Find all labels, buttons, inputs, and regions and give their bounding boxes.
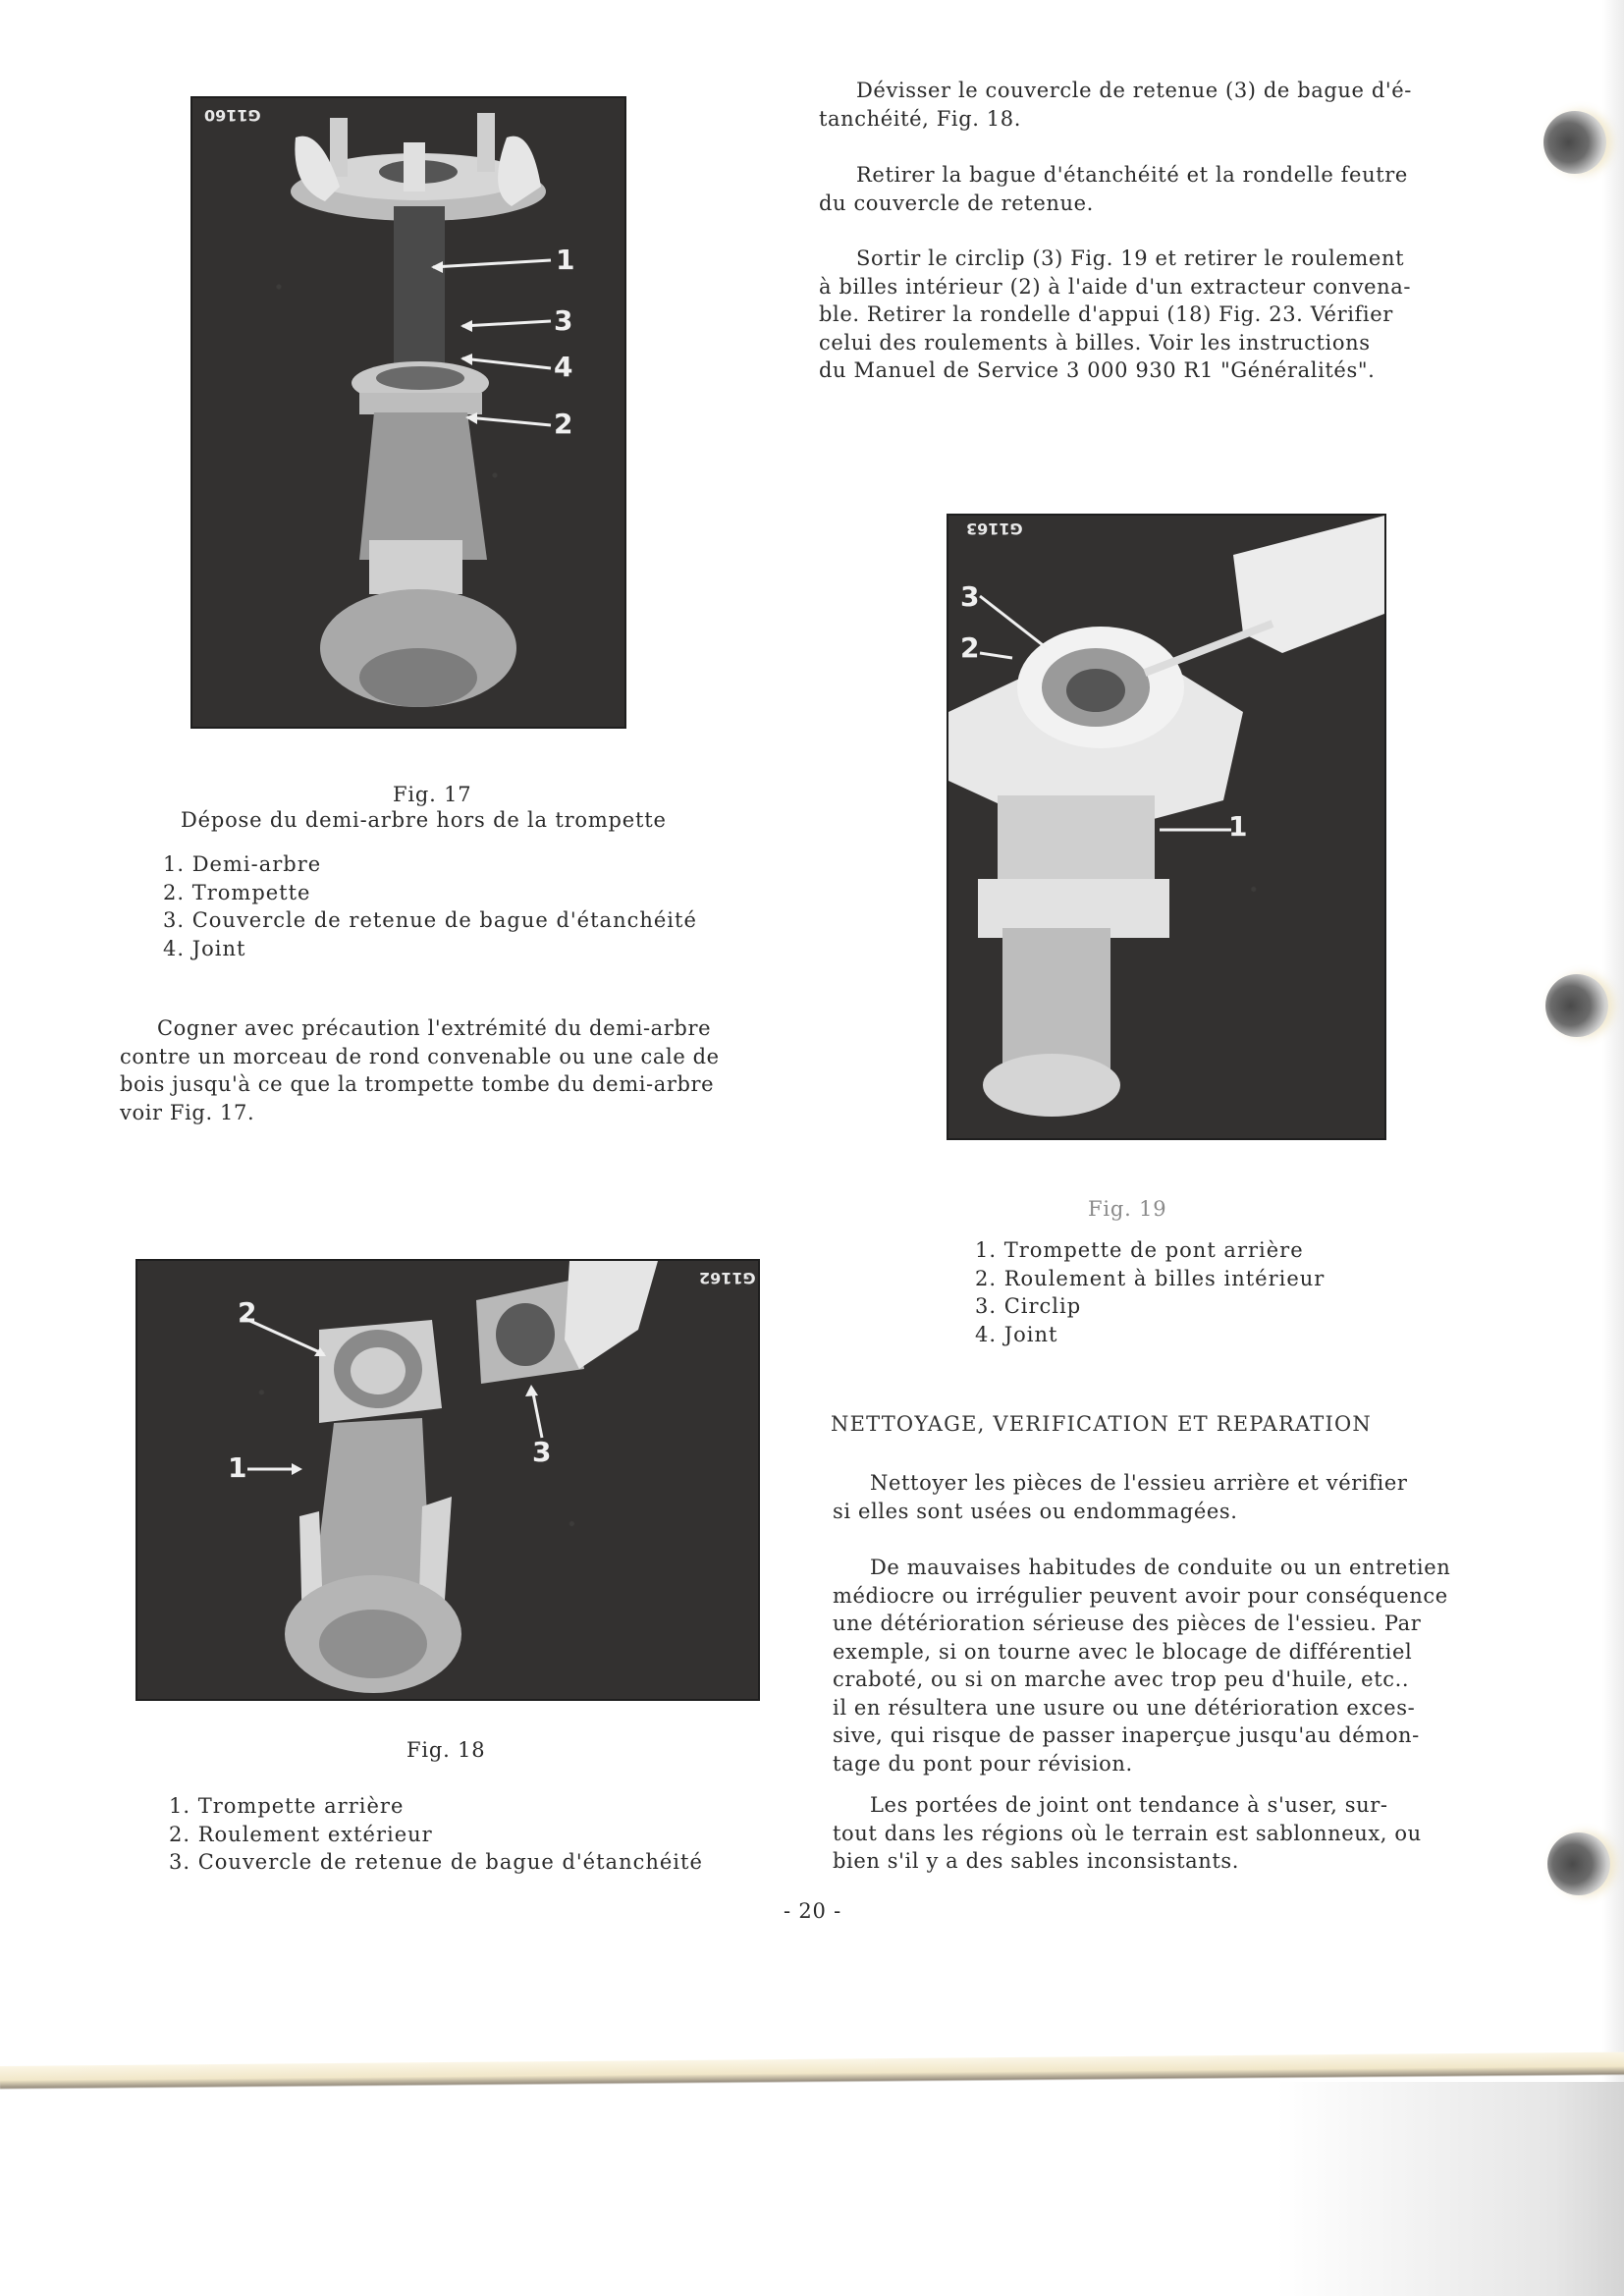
fig19-legend-item: 1. Trompette de pont arrière [975, 1238, 1304, 1262]
fig18-callout-1: 1 [228, 1451, 247, 1484]
right-intro-line: Retirer la bague d'étanchéité et la rondelle feutre [856, 163, 1408, 187]
right-intro-line: ble. Retirer la rondelle d'appui (18) Fig. 23. Vérifier [819, 302, 1393, 326]
fig17-legend-item: 4. Joint [163, 936, 246, 960]
binder-hole-top [1543, 111, 1606, 174]
section-line: Les portées de joint ont tendance à s'user, sur- [870, 1793, 1388, 1817]
fig19-legend-item: 4. Joint [975, 1322, 1058, 1346]
fig19-illustration [948, 516, 1384, 1138]
fig17-photo-code: G1160 [204, 106, 261, 125]
page-edge-shadow [1602, 0, 1624, 2296]
fig17-callout-4: 4 [554, 351, 573, 383]
fig19-callout-3: 3 [960, 580, 980, 613]
right-intro-line: celui des roulements à billes. Voir les instructions [819, 330, 1371, 355]
fig17-legend-item: 2. Trompette [163, 880, 311, 904]
fig19-photo-code: G1163 [966, 519, 1023, 538]
page-number: - 20 - [784, 1899, 842, 1923]
fig18-legend [169, 1792, 703, 1877]
fig19-legend-item: 3. Circlip [975, 1294, 1082, 1318]
section-line: craboté, ou si on marche avec trop peu d'huile, etc.. [833, 1667, 1410, 1691]
section-line: médiocre ou irrégulier peuvent avoir pour conséquence [833, 1583, 1448, 1608]
fig18-legend-item: 2. Roulement extérieur [169, 1822, 433, 1846]
fig18-label: Fig. 18 [406, 1738, 486, 1762]
left-paragraph-line: contre un morceau de rond convenable ou une cale de [120, 1044, 720, 1068]
section-line: il en résultera une usure ou une détérioration exces- [833, 1695, 1416, 1720]
fig19-legend-item: 2. Roulement à billes intérieur [975, 1266, 1326, 1290]
section-line: De mauvaises habitudes de conduite ou un entretien [870, 1556, 1451, 1579]
fig18-callout-3: 3 [532, 1436, 552, 1468]
left-paragraph [120, 1014, 720, 1126]
fig19-callout-2: 2 [960, 631, 980, 664]
binder-hole-bottom [1547, 1832, 1610, 1895]
section-line: bien s'il y a des sables inconsistants. [833, 1849, 1240, 1873]
section-line: si elles sont usées ou endommagées. [833, 1499, 1238, 1523]
right-intro-line: Sortir le circlip (3) Fig. 19 et retirer le roulement [856, 246, 1405, 270]
section-line: une détérioration sérieuse des pièces de l'essieu. Par [833, 1612, 1422, 1635]
right-intro-line: tanchéité, Fig. 18. [819, 106, 1022, 131]
right-intro-p3 [819, 245, 1411, 385]
section-p1 [833, 1469, 1408, 1525]
right-intro-line: à billes intérieur (2) à l'aide d'un extracteur convena- [819, 274, 1412, 299]
fig17-callout-1: 1 [556, 244, 575, 276]
left-paragraph-line: voir Fig. 17. [120, 1100, 255, 1124]
fig17-label: Fig. 17 [393, 783, 472, 806]
section-line: exemple, si on tourne avec le blocage de différentiel [833, 1639, 1413, 1664]
fig18-legend-item: 3. Couvercle de retenue de bague d'étanchéité [169, 1850, 703, 1874]
binder-hole-middle [1545, 974, 1608, 1037]
section-line: sive, qui risque de passer inaperçue jusqu'au démon- [833, 1723, 1420, 1747]
section-p2 [833, 1554, 1450, 1777]
page-corner-shadow [1276, 2082, 1624, 2296]
fig19-callout-1: 1 [1228, 810, 1248, 843]
right-intro-line: du Manuel de Service 3 000 930 R1 "Généralités". [819, 358, 1376, 382]
section-line: Nettoyer les pièces de l'essieu arrière et vérifier [870, 1471, 1408, 1495]
fig19-legend [975, 1236, 1325, 1348]
fig18-callout-2: 2 [238, 1296, 257, 1329]
left-paragraph-line: bois jusqu'à ce que la trompette tombe du demi-arbre [120, 1072, 715, 1096]
fig17-photo [190, 96, 626, 729]
fig17-legend-item: 3. Couvercle de retenue de bague d'étanchéité [163, 908, 697, 932]
fig17-legend [163, 850, 697, 962]
right-intro-line: du couvercle de retenue. [819, 191, 1094, 215]
fig18-photo [135, 1259, 760, 1701]
fig17-legend-item: 1. Demi-arbre [163, 852, 322, 876]
right-intro-p2 [819, 161, 1408, 217]
section-line: tage du pont pour révision. [833, 1751, 1133, 1776]
right-intro-line: Dévisser le couvercle de retenue (3) de bague d'é- [856, 79, 1412, 102]
fig19-photo [947, 514, 1386, 1140]
fig18-photo-code: G1162 [699, 1269, 756, 1287]
fig17-callout-2: 2 [554, 408, 573, 440]
fig19-label: Fig. 19 [1088, 1197, 1167, 1221]
section-line: tout dans les régions où le terrain est sablonneux, ou [833, 1821, 1422, 1845]
right-intro-p1 [819, 77, 1412, 133]
section-p3 [833, 1791, 1422, 1876]
fig17-title: Dépose du demi-arbre hors de la trompette [181, 808, 667, 832]
fig18-legend-item: 1. Trompette arrière [169, 1794, 405, 1818]
fig17-callout-3: 3 [554, 304, 573, 337]
section-heading: NETTOYAGE, VERIFICATION ET REPARATION [831, 1412, 1372, 1436]
left-paragraph-line: Cogner avec précaution l'extrémité du demi-arbre [157, 1016, 712, 1040]
